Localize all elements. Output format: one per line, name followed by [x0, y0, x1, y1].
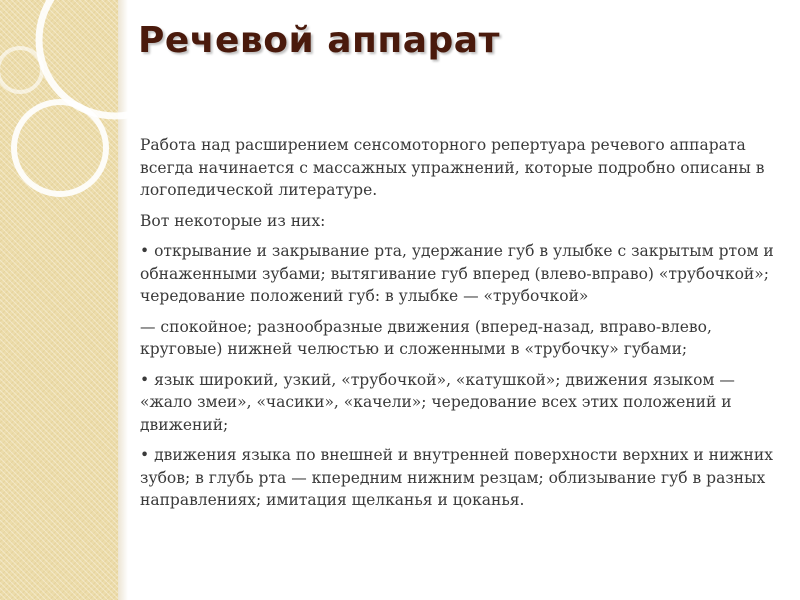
slide-title: Речевой аппарат — [138, 20, 500, 61]
side-decor-panel — [0, 0, 118, 600]
bullet-lips: • открывание и закрывание рта, удержание губ в улыбке с закрытым ртом и обнаженными зубами; вытягивание губ вперед (влево-вправо) «трубочкой»; чередование положений губ: в улыбке — «трубочкой» — [140, 242, 774, 305]
paragraph-lead: Вот некоторые из них: — [140, 211, 326, 230]
side-panel-edge — [118, 0, 128, 600]
paragraph-intro: Работа над расширением сенсомоторного репертуара речевого аппарата всегда начинается с массажных упражнений, которые подробно описаны в логопедической литературе. — [140, 136, 765, 199]
slide-body — [140, 134, 780, 520]
paragraph-continuation: — спокойное; разнообразные движения (вперед-назад, вправо-влево, круговые) нижней челюстью и сложенными в «трубочку» губами; — [140, 317, 712, 358]
bullet-tongue: • язык широкий, узкий, «трубочкой», «катушкой»; движения языком — «жало змеи», «часики», «качели»; чередование всех этих положений и движений; — [140, 370, 735, 434]
bullet-tongue-movements: • движения языка по внешней и внутренней поверхности верхних и нижних зубов; в глубь рта — кпередним нижним резцам; облизывание губ в разных направлениях; имитация щелканья и цоканья. — [140, 446, 773, 509]
